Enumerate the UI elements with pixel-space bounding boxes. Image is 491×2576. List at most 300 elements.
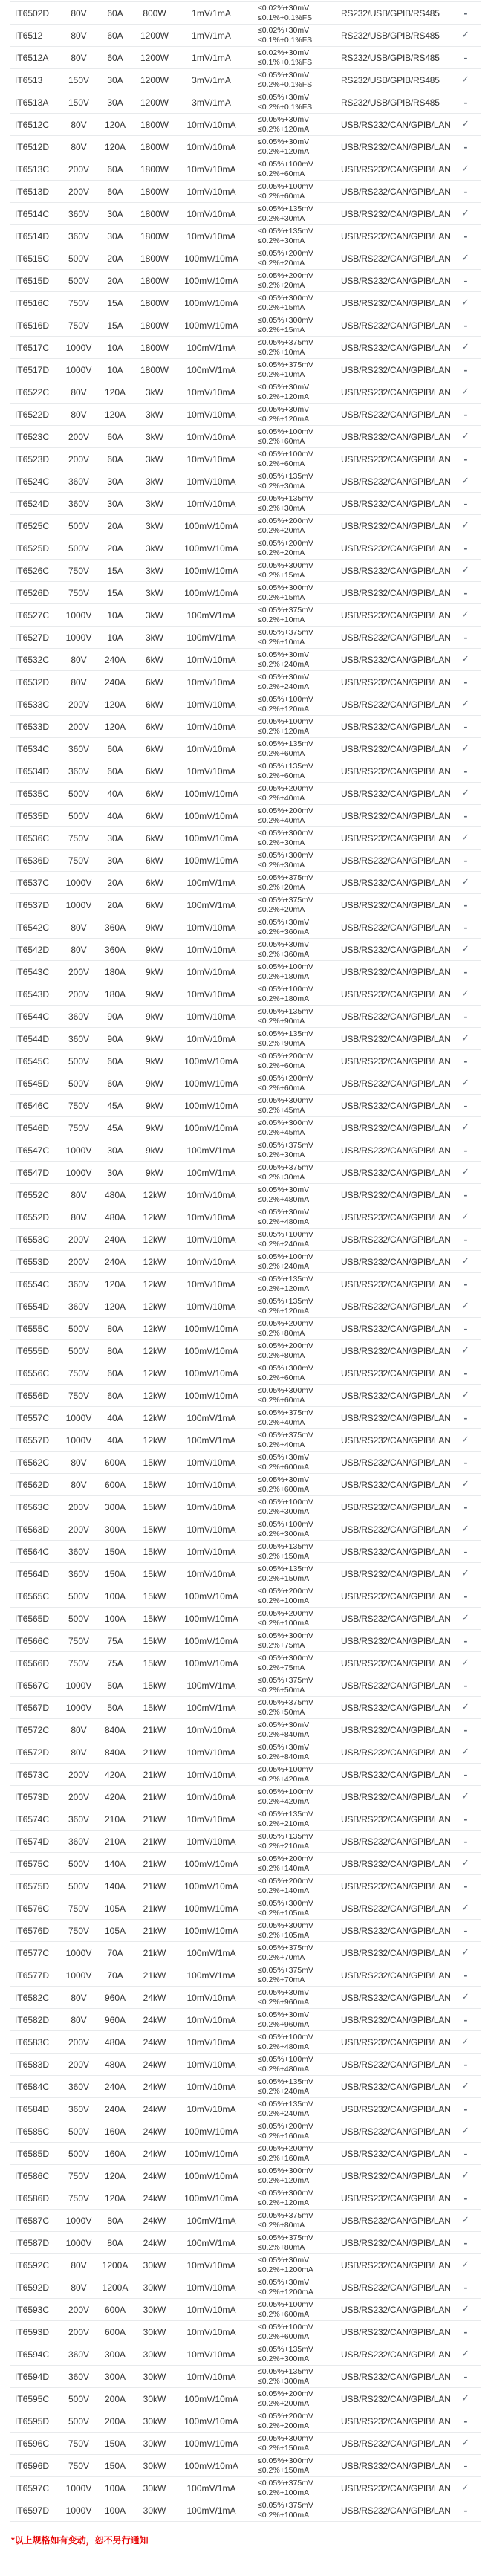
resolution-cell: 100mV/10mA: [184, 2460, 238, 2471]
resolution-cell: 10mV/10mA: [186, 2349, 236, 2360]
power-cell: 800W: [143, 7, 166, 19]
voltage-cell: 1000V: [65, 1680, 92, 1691]
status-cell: [449, 187, 481, 197]
accuracy-current: ≤0.2%+120mA: [258, 146, 310, 156]
check-icon: ✓: [461, 877, 469, 888]
table-row: [10, 1942, 481, 1964]
dash-icon: –: [463, 1925, 468, 1936]
table-row: [10, 2143, 481, 2165]
interfaces-cell: USB/RS232/CAN/GPIB/LAN: [341, 1501, 451, 1512]
table-row: [10, 1541, 481, 1563]
interfaces-cell: USB/RS232/CAN/GPIB/LAN: [341, 2036, 451, 2048]
current-cell: 60A: [107, 186, 123, 197]
model-cell: IT6575C: [15, 1858, 50, 1869]
status-cell: [449, 365, 481, 375]
power-cell: 30kW: [143, 2460, 166, 2471]
voltage-cell: 750V: [68, 1122, 90, 1133]
accuracy-voltage: ≤0.05%+30mV: [258, 2277, 310, 2287]
table-row: [10, 961, 481, 983]
interfaces-cell: USB/RS232/CAN/GPIB/LAN: [341, 1368, 451, 1379]
status-cell: [449, 74, 481, 85]
accuracy-cell: [247, 1007, 330, 1026]
model-cell: IT6537D: [15, 899, 50, 910]
accuracy-current: ≤0.2%+150mA: [258, 1573, 310, 1583]
interfaces-cell: USB/RS232/CAN/GPIB/LAN: [341, 1635, 451, 1646]
current-cell: 120A: [104, 699, 126, 710]
dash-icon: –: [463, 2505, 468, 2516]
current-cell: 840A: [104, 1747, 126, 1758]
interfaces-cell: USB/RS232/CAN/GPIB/LAN: [341, 1947, 451, 1958]
table-row: [10, 1072, 481, 1095]
status-cell: [449, 276, 481, 286]
accuracy-cell: [247, 628, 330, 647]
interfaces-cell: USB/RS232/CAN/GPIB/LAN: [341, 1524, 451, 1535]
accuracy-current: ≤0.2%+120mA: [258, 726, 310, 736]
power-cell: 3kW: [146, 565, 163, 576]
accuracy-current: ≤0.2%+240mA: [258, 2086, 310, 2096]
resolution-cell: 100mV/1mA: [186, 342, 236, 353]
table-row: [10, 1563, 481, 1585]
accuracy-cell: [247, 48, 330, 68]
accuracy-voltage: ≤0.05%+375mV: [258, 1162, 313, 1172]
resolution-cell: 10mV/10mA: [186, 409, 236, 420]
accuracy-current: ≤0.2%+210mA: [258, 1841, 310, 1851]
voltage-cell: 500V: [68, 788, 90, 799]
interfaces-cell: RS232/USB/GPIB/RS485: [341, 74, 440, 85]
resolution-cell: 100mV/10mA: [184, 1613, 238, 1624]
resolution-cell: 100mV/10mA: [184, 2126, 238, 2137]
interfaces-cell: USB/RS232/CAN/GPIB/LAN: [341, 1278, 451, 1289]
model-cell: IT6537C: [15, 877, 50, 888]
dash-icon: –: [463, 1546, 468, 1557]
table-row: [10, 225, 481, 247]
voltage-cell: 360V: [68, 766, 90, 777]
check-icon: ✓: [461, 1256, 469, 1267]
accuracy-current: ≤0.2%+40mA: [258, 815, 305, 825]
status-cell: [449, 2461, 481, 2471]
accuracy-cell: [247, 1498, 330, 1517]
resolution-cell: 10mV/10mA: [186, 431, 236, 442]
current-cell: 100A: [104, 2505, 126, 2516]
resolution-cell: 3mV/1mA: [192, 97, 231, 108]
accuracy-current: ≤0.2%+30mA: [258, 236, 305, 245]
voltage-cell: 750V: [68, 1100, 90, 1111]
current-cell: 90A: [107, 1033, 123, 1044]
accuracy-voltage: ≤0.05%+300mV: [258, 1920, 313, 1930]
resolution-cell: 100mV/1mA: [186, 1680, 236, 1691]
voltage-cell: 80V: [71, 1479, 87, 1490]
model-cell: IT6515C: [15, 253, 50, 264]
table-row: [10, 1831, 481, 1853]
resolution-cell: 10mV/10mA: [186, 1791, 236, 1802]
current-cell: 60A: [107, 7, 123, 19]
resolution-cell: 10mV/10mA: [186, 208, 236, 219]
resolution-cell: 100mV/10mA: [184, 1390, 238, 1401]
power-cell: 21kW: [143, 1947, 166, 1958]
accuracy-cell: [247, 606, 330, 625]
accuracy-voltage: ≤0.05%+100mV: [258, 2300, 313, 2309]
voltage-cell: 360V: [68, 1301, 90, 1312]
accuracy-voltage: ≤0.05%+375mV: [258, 1965, 313, 1975]
accuracy-cell: [247, 1631, 330, 1651]
status-cell: [449, 1056, 481, 1067]
resolution-cell: 10mV/10mA: [186, 721, 236, 732]
dash-icon: –: [463, 2415, 468, 2427]
check-icon: ✓: [461, 944, 469, 955]
table-row: [10, 1964, 481, 1987]
current-cell: 150A: [104, 2460, 126, 2471]
table-row: [10, 181, 481, 203]
accuracy-current: ≤0.2%+120mA: [258, 124, 310, 134]
model-cell: IT6554D: [15, 1301, 50, 1312]
accuracy-voltage: ≤0.05%+300mV: [258, 1631, 313, 1640]
accuracy-voltage: ≤0.05%+200mV: [258, 1051, 313, 1061]
dash-icon: –: [463, 52, 468, 63]
model-cell: IT6573C: [15, 1769, 50, 1780]
interfaces-cell: USB/RS232/CAN/GPIB/LAN: [341, 1055, 451, 1067]
accuracy-current: ≤0.2%+120mA: [258, 704, 310, 713]
current-cell: 20A: [107, 543, 123, 554]
power-cell: 15kW: [143, 1680, 166, 1691]
model-cell: IT6516D: [15, 320, 50, 331]
accuracy-current: ≤0.2%+20mA: [258, 525, 305, 535]
accuracy-voltage: ≤0.05%+100mV: [258, 694, 313, 704]
accuracy-current: ≤0.2%+60mA: [258, 436, 305, 446]
current-cell: 420A: [104, 1769, 126, 1780]
resolution-cell: 10mV/10mA: [186, 2103, 236, 2114]
check-icon: ✓: [461, 1702, 469, 1713]
voltage-cell: 500V: [68, 520, 90, 531]
table-row: [10, 1853, 481, 1875]
interfaces-cell: USB/RS232/CAN/GPIB/LAN: [341, 877, 451, 888]
check-icon: ✓: [461, 297, 469, 308]
status-cell: [449, 2081, 481, 2092]
accuracy-cell: [247, 338, 330, 357]
accuracy-cell: [247, 2122, 330, 2141]
model-cell: IT6513: [15, 74, 43, 85]
accuracy-cell: [247, 472, 330, 491]
dash-icon: –: [463, 97, 468, 108]
current-cell: 40A: [107, 1412, 123, 1423]
model-cell: IT6597C: [15, 2482, 50, 2494]
table-row: [10, 1452, 481, 1474]
power-cell: 3kW: [146, 476, 163, 487]
power-cell: 3kW: [146, 431, 163, 442]
accuracy-cell: [247, 1252, 330, 1272]
interfaces-cell: USB/RS232/CAN/GPIB/LAN: [341, 1813, 451, 1825]
interfaces-cell: USB/RS232/CAN/GPIB/LAN: [341, 676, 451, 687]
current-cell: 480A: [104, 2059, 126, 2070]
voltage-cell: 750V: [68, 297, 90, 308]
interfaces-cell: USB/RS232/CAN/GPIB/LAN: [341, 899, 451, 910]
status-cell: [449, 1122, 481, 1133]
voltage-cell: 360V: [68, 2081, 90, 2092]
voltage-cell: 1000V: [65, 2505, 92, 2516]
resolution-cell: 10mV/10mA: [186, 1992, 236, 2003]
accuracy-voltage: ≤0.05%+375mV: [258, 2500, 313, 2510]
power-cell: 24kW: [143, 2126, 166, 2137]
dash-icon: –: [463, 1189, 468, 1200]
model-cell: IT6583D: [15, 2059, 50, 2070]
resolution-cell: 10mV/10mA: [186, 966, 236, 977]
accuracy-cell: [247, 316, 330, 335]
current-cell: 960A: [104, 1992, 126, 2003]
accuracy-cell: [247, 1119, 330, 1138]
accuracy-current: ≤0.2%+300mA: [258, 2354, 310, 2363]
dash-icon: –: [463, 275, 468, 286]
accuracy-cell: [247, 2479, 330, 2498]
model-cell: IT6577D: [15, 1970, 50, 1981]
interfaces-cell: USB/RS232/CAN/GPIB/LAN: [341, 453, 451, 465]
check-icon: ✓: [461, 699, 469, 710]
table-row: [10, 2254, 481, 2276]
accuracy-voltage: ≤0.05%+100mV: [258, 449, 313, 459]
power-cell: 1800W: [140, 119, 169, 130]
interfaces-cell: USB/RS232/CAN/GPIB/LAN: [341, 520, 451, 531]
accuracy-voltage: ≤0.05%+200mV: [258, 1073, 313, 1083]
accuracy-cell: [247, 1587, 330, 1606]
dash-icon: –: [463, 1724, 468, 1735]
accuracy-current: ≤0.2%+600mA: [258, 2309, 310, 2319]
current-cell: 160A: [104, 2126, 126, 2137]
accuracy-current: ≤0.2%+600mA: [258, 1462, 310, 1472]
table-row: [10, 2098, 481, 2120]
current-cell: 150A: [104, 1568, 126, 1579]
status-cell: [449, 1279, 481, 1289]
current-cell: 300A: [104, 1524, 126, 1535]
current-cell: 60A: [107, 431, 123, 442]
current-cell: 10A: [107, 609, 123, 621]
resolution-cell: 10mV/10mA: [186, 1501, 236, 1512]
dash-icon: –: [463, 364, 468, 375]
model-cell: IT6545C: [15, 1055, 50, 1067]
accuracy-voltage: ≤0.05%+300mV: [258, 1385, 313, 1395]
accuracy-voltage: ≤0.05%+200mV: [258, 1876, 313, 1886]
voltage-cell: 500V: [68, 1590, 90, 1602]
power-cell: 12kW: [143, 1368, 166, 1379]
current-cell: 60A: [107, 453, 123, 465]
model-cell: IT6552D: [15, 1211, 50, 1223]
voltage-cell: 80V: [71, 1724, 87, 1735]
current-cell: 150A: [104, 2438, 126, 2449]
accuracy-current: ≤0.2%+75mA: [258, 1663, 305, 1672]
dash-icon: –: [463, 1590, 468, 1602]
current-cell: 60A: [107, 743, 123, 754]
voltage-cell: 1000V: [65, 877, 92, 888]
table-row: [10, 560, 481, 582]
accuracy-current: ≤0.2%+160mA: [258, 2131, 310, 2140]
accuracy-current: ≤0.2%+60mA: [258, 191, 305, 201]
current-cell: 30A: [107, 97, 123, 108]
status-cell: [449, 2149, 481, 2159]
table-row: [10, 1897, 481, 1920]
table-row: [10, 1764, 481, 1786]
voltage-cell: 1000V: [65, 899, 92, 910]
resolution-cell: 100mV/10mA: [184, 2192, 238, 2204]
power-cell: 6kW: [146, 810, 163, 821]
accuracy-current: ≤0.2%+45mA: [258, 1127, 305, 1137]
accuracy-voltage: ≤0.05%+375mV: [258, 1698, 313, 1707]
table-row: [10, 2210, 481, 2232]
check-icon: ✓: [461, 2304, 469, 2315]
current-cell: 120A: [104, 409, 126, 420]
check-icon: ✓: [461, 2215, 469, 2226]
power-cell: 24kW: [143, 2081, 166, 2092]
accuracy-cell: [247, 2367, 330, 2386]
model-cell: IT6536D: [15, 855, 50, 866]
status-cell: [449, 499, 481, 509]
current-cell: 210A: [104, 1836, 126, 1847]
interfaces-cell: USB/RS232/CAN/GPIB/LAN: [341, 2505, 451, 2516]
accuracy-cell: [247, 405, 330, 424]
interfaces-cell: USB/RS232/CAN/GPIB/LAN: [341, 1613, 451, 1624]
model-cell: IT6572D: [15, 1747, 50, 1758]
accuracy-cell: [247, 2256, 330, 2275]
interfaces-cell: USB/RS232/CAN/GPIB/LAN: [341, 320, 451, 331]
accuracy-voltage: ≤0.05%+30mV: [258, 939, 310, 949]
dash-icon: –: [463, 1769, 468, 1780]
table-row: [10, 1608, 481, 1630]
resolution-cell: 10mV/10mA: [186, 676, 236, 687]
voltage-cell: 1000V: [65, 632, 92, 643]
power-cell: 9kW: [146, 1055, 163, 1067]
power-cell: 30kW: [143, 2505, 166, 2516]
dash-icon: –: [463, 2371, 468, 2382]
accuracy-voltage: ≤0.05%+200mV: [258, 248, 313, 258]
accuracy-cell: [247, 2456, 330, 2476]
model-cell: IT6577C: [15, 1947, 50, 1958]
accuracy-cell: [247, 1319, 330, 1339]
table-row: [10, 2076, 481, 2098]
power-cell: 21kW: [143, 1880, 166, 1891]
resolution-cell: 10mV/10mA: [186, 2081, 236, 2092]
accuracy-voltage: ≤0.05%+375mV: [258, 337, 313, 347]
table-row: [10, 426, 481, 448]
power-cell: 6kW: [146, 721, 163, 732]
power-cell: 30kW: [143, 2415, 166, 2427]
dash-icon: –: [463, 2192, 468, 2204]
status-cell: [449, 1791, 481, 1802]
accuracy-cell: [247, 918, 330, 937]
table-row: [10, 894, 481, 916]
accuracy-current: ≤0.2%+60mA: [258, 771, 305, 780]
current-cell: 20A: [107, 520, 123, 531]
accuracy-voltage: ≤0.05%+30mV: [258, 382, 310, 392]
voltage-cell: 750V: [68, 2192, 90, 2204]
accuracy-voltage: ≤0.05%+100mV: [258, 1519, 313, 1529]
voltage-cell: 500V: [68, 1880, 90, 1891]
power-cell: 30kW: [143, 2393, 166, 2404]
accuracy-current: ≤0.2%+20mA: [258, 548, 305, 557]
dash-icon: –: [463, 1970, 468, 1981]
accuracy-cell: [247, 1386, 330, 1405]
voltage-cell: 360V: [68, 2103, 90, 2114]
accuracy-current: ≤0.2%+30mA: [258, 481, 305, 491]
status-cell: [449, 1903, 481, 1914]
table-row: [10, 69, 481, 91]
interfaces-cell: USB/RS232/CAN/GPIB/LAN: [341, 1256, 451, 1267]
power-cell: 9kW: [146, 1033, 163, 1044]
power-cell: 3kW: [146, 632, 163, 643]
power-cell: 24kW: [143, 2036, 166, 2048]
status-cell: [449, 2015, 481, 2025]
table-row: [10, 916, 481, 939]
resolution-cell: 100mV/10mA: [184, 1345, 238, 1356]
interfaces-cell: USB/RS232/CAN/GPIB/LAN: [341, 632, 451, 643]
accuracy-current: ≤0.2%+60mA: [258, 1373, 305, 1382]
check-icon: ✓: [461, 654, 469, 665]
check-icon: ✓: [461, 1390, 469, 1401]
interfaces-cell: USB/RS232/CAN/GPIB/LAN: [341, 2103, 451, 2114]
resolution-cell: 10mV/10mA: [186, 1011, 236, 1022]
table-row: [10, 1318, 481, 1340]
power-cell: 6kW: [146, 676, 163, 687]
resolution-cell: 100mV/10mA: [184, 1055, 238, 1067]
interfaces-cell: USB/RS232/CAN/GPIB/LAN: [341, 1234, 451, 1245]
resolution-cell: 100mV/10mA: [184, 1635, 238, 1646]
check-icon: ✓: [461, 2349, 469, 2360]
model-cell: IT6584D: [15, 2103, 50, 2114]
check-icon: ✓: [461, 2259, 469, 2271]
accuracy-cell: [247, 2412, 330, 2431]
current-cell: 180A: [104, 966, 126, 977]
status-cell: [449, 900, 481, 910]
status-cell: [449, 2349, 481, 2360]
accuracy-current: ≤0.2%+600mA: [258, 1484, 310, 1494]
current-cell: 30A: [107, 832, 123, 844]
table-row: [10, 2477, 481, 2499]
power-cell: 6kW: [146, 654, 163, 665]
status-cell: [449, 454, 481, 465]
model-cell: IT6532C: [15, 654, 50, 665]
voltage-cell: 1000V: [65, 2237, 92, 2248]
accuracy-current: ≤0.2%+30mA: [258, 213, 305, 223]
status-cell: [449, 609, 481, 621]
table-row: [10, 448, 481, 470]
accuracy-voltage: ≤0.05%+30mV: [258, 70, 310, 80]
current-cell: 20A: [107, 275, 123, 286]
current-cell: 100A: [104, 1613, 126, 1624]
status-cell: [449, 722, 481, 732]
resolution-cell: 100mV/10mA: [184, 1880, 238, 1891]
current-cell: 70A: [107, 1970, 123, 1981]
table-row: [10, 671, 481, 693]
accuracy-voltage: ≤0.05%+100mV: [258, 181, 313, 191]
dash-icon: –: [463, 230, 468, 242]
accuracy-voltage: ≤0.02%+30mV: [258, 48, 310, 57]
accuracy-cell: [247, 2189, 330, 2208]
accuracy-cell: [247, 1854, 330, 1874]
interfaces-cell: USB/RS232/CAN/GPIB/LAN: [341, 609, 451, 621]
resolution-cell: 100mV/10mA: [184, 1858, 238, 1869]
interfaces-cell: USB/RS232/CAN/GPIB/LAN: [341, 2282, 451, 2293]
voltage-cell: 80V: [71, 119, 87, 130]
current-cell: 80A: [107, 1323, 123, 1334]
accuracy-current: ≤0.2%+50mA: [258, 1685, 305, 1695]
accuracy-voltage: ≤0.05%+375mV: [258, 2233, 313, 2242]
model-cell: IT6585D: [15, 2148, 50, 2159]
accuracy-voltage: ≤0.05%+135mV: [258, 1541, 313, 1551]
resolution-cell: 10mV/10mA: [186, 922, 236, 933]
status-cell: [449, 253, 481, 264]
accuracy-cell: [247, 26, 330, 45]
accuracy-voltage: ≤0.05%+135mV: [258, 2099, 313, 2109]
power-cell: 21kW: [143, 1724, 166, 1735]
model-cell: IT6514D: [15, 230, 50, 242]
accuracy-cell: [247, 1520, 330, 1539]
interfaces-cell: USB/RS232/CAN/GPIB/LAN: [341, 208, 451, 219]
current-cell: 360A: [104, 944, 126, 955]
